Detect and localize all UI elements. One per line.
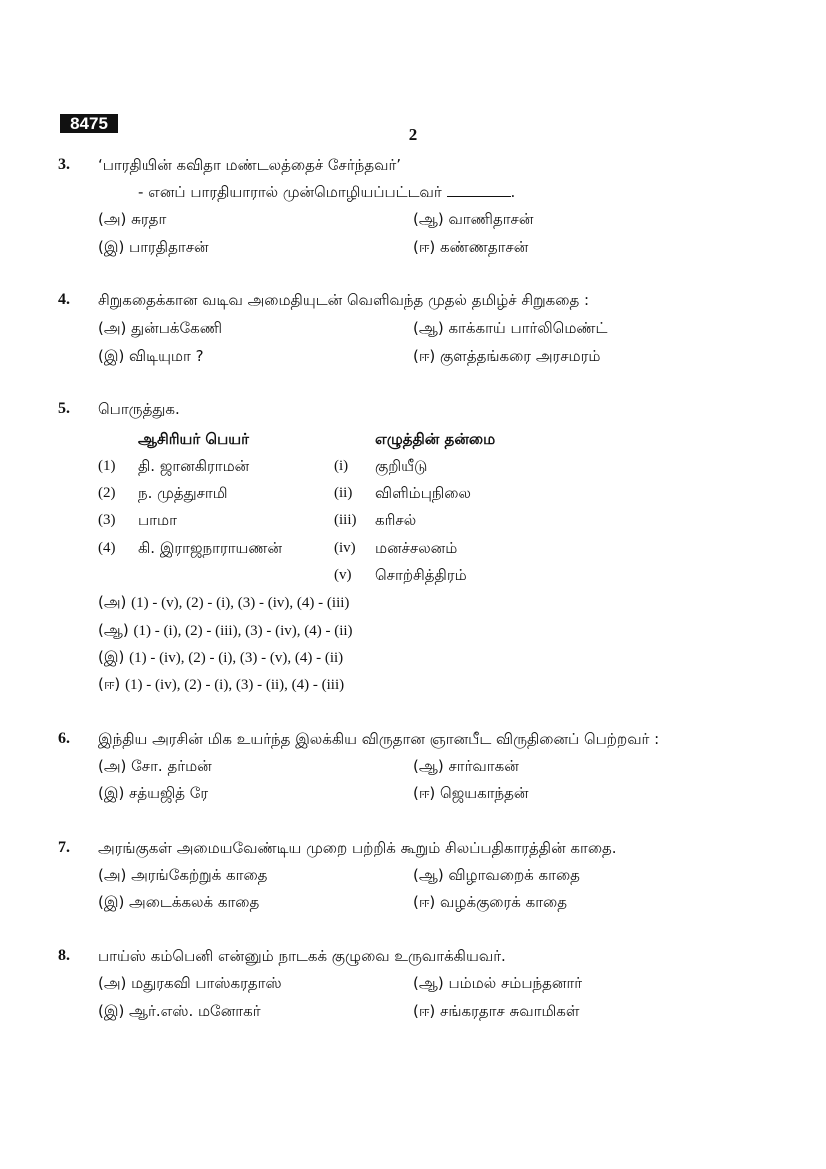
question-4-text: சிறுகதைக்கான வடிவ அமைதியுடன் வெளிவந்த முதல் தமிழ்ச் சிறுகதை : [98, 291, 590, 309]
option-text: (1) - (iv), (2) - (i), (3) - (ii), (4) - (iii) [125, 677, 345, 693]
page-number: 2 [408, 125, 418, 144]
option-text: (1) - (v), (2) - (i), (3) - (iv), (4) - (iii) [131, 595, 350, 611]
question-4-option-d: (ஈ) குளத்தங்கரை அரசமரம் [413, 347, 601, 365]
question-8-option-c: (இ) ஆர்.எஸ். மனோகர் [98, 1002, 261, 1020]
question-8-option-d: (ஈ) சங்கரதாச சுவாமிகள் [413, 1002, 580, 1020]
question-6-option-a: (அ) சோ. தர்மன் [98, 757, 212, 775]
question-7-number: 7. [58, 839, 70, 856]
question-3-line2-text: - எனப் பாரதியாரால் முன்மொழியப்பட்டவர் [138, 183, 442, 201]
question-5-number: 5. [58, 400, 70, 417]
question-3-text-line2 [138, 182, 515, 202]
match-row-author: பாமா [138, 511, 177, 529]
question-3-option-c: (இ) பாரதிதாசன் [98, 238, 209, 256]
match-row-writing: விளிம்புநிலை [375, 484, 471, 502]
match-row-writing: கரிசல் [375, 511, 417, 529]
match-row-author: தி. ஜானகிராமன் [138, 457, 250, 475]
match-row-author: கி. இராஜநாராயணன் [138, 539, 283, 557]
question-8-text: பாய்ஸ் கம்பெனி என்னும் நாடகக் குழுவை உருவாக்கியவர். [98, 947, 506, 965]
match-row-index: (1) [98, 458, 116, 474]
question-6-number: 6. [58, 730, 70, 747]
question-5-option-d [98, 674, 344, 695]
question-8-number: 8. [58, 947, 70, 964]
question-3-option-a: (அ) சுரதா [98, 210, 167, 228]
answer-blank [447, 182, 511, 197]
question-7-option-c: (இ) அடைக்கலக் காதை [98, 893, 260, 911]
option-text: (1) - (i), (2) - (iii), (3) - (iv), (4) - (ii) [133, 623, 353, 639]
question-3-text: ‘பாரதியின் கவிதா மண்டலத்தைச் சேர்ந்தவர்’ [98, 156, 402, 174]
match-row-roman: (v) [334, 567, 352, 583]
question-7-option-a: (அ) அரங்கேற்றுக் காதை [98, 866, 268, 884]
question-7-option-b: (ஆ) விழாவறைக் காதை [413, 866, 580, 884]
paper-code-badge: 8475 [60, 114, 118, 133]
question-3-option-d: (ஈ) கண்ணதாசன் [413, 238, 529, 256]
question-6-option-b: (ஆ) சார்வாகன் [413, 757, 519, 775]
question-5-text: பொருத்துக. [98, 400, 180, 418]
match-row-writing: மனச்சலனம் [375, 539, 458, 557]
question-4-option-c: (இ) விடியுமா ? [98, 347, 204, 365]
match-row-roman: (iii) [334, 512, 357, 528]
question-4-option-a: (அ) துன்பக்கேணி [98, 319, 223, 337]
question-6-text: இந்திய அரசின் மிக உயர்ந்த இலக்கிய விருதான ஞானபீட விருதினைப் பெற்றவர் : [98, 730, 660, 748]
question-8-option-b: (ஆ) பம்மல் சம்பந்தனார் [413, 974, 583, 992]
match-row-roman: (i) [334, 458, 349, 474]
match-row-roman: (iv) [334, 540, 356, 556]
question-3-option-b: (ஆ) வாணிதாசன் [413, 210, 534, 228]
column-header-writing: எழுத்தின் தன்மை [375, 430, 496, 448]
question-3-line2-end: . [510, 183, 516, 201]
match-row-index: (3) [98, 512, 116, 528]
question-5-option-c [98, 647, 343, 668]
question-4-number: 4. [58, 291, 70, 308]
question-8-option-a: (அ) மதுரகவி பாஸ்கரதாஸ் [98, 974, 282, 992]
option-text: (1) - (iv), (2) - (i), (3) - (v), (4) - (ii) [129, 650, 344, 666]
question-5-option-a [98, 592, 349, 613]
match-row-author: ந. முத்துசாமி [138, 484, 228, 502]
column-header-author: ஆசிரியர் பெயர் [138, 430, 249, 448]
option-label: (ஆ) [98, 621, 129, 639]
option-label: (ஈ) [98, 675, 121, 693]
option-label: (இ) [98, 648, 125, 666]
match-row-index: (4) [98, 540, 116, 556]
question-4-option-b: (ஆ) காக்காய் பார்லிமெண்ட் [413, 319, 608, 337]
match-row-writing: குறியீடு [375, 457, 428, 475]
question-6-option-c: (இ) சத்யஜித் ரே [98, 784, 209, 802]
question-6-option-d: (ஈ) ஜெயகாந்தன் [413, 784, 529, 802]
question-7-option-d: (ஈ) வழக்குரைக் காதை [413, 893, 568, 911]
match-row-writing: சொற்சித்திரம் [375, 566, 467, 584]
match-row-index: (2) [98, 485, 116, 501]
match-row-roman: (ii) [334, 485, 353, 501]
option-label: (அ) [98, 593, 127, 611]
question-3-number: 3. [58, 156, 70, 173]
question-7-text: அரங்குகள் அமையவேண்டிய முறை பற்றிக் கூறும் சிலப்பதிகாரத்தின் காதை. [98, 839, 617, 857]
question-5-option-b [98, 620, 353, 641]
